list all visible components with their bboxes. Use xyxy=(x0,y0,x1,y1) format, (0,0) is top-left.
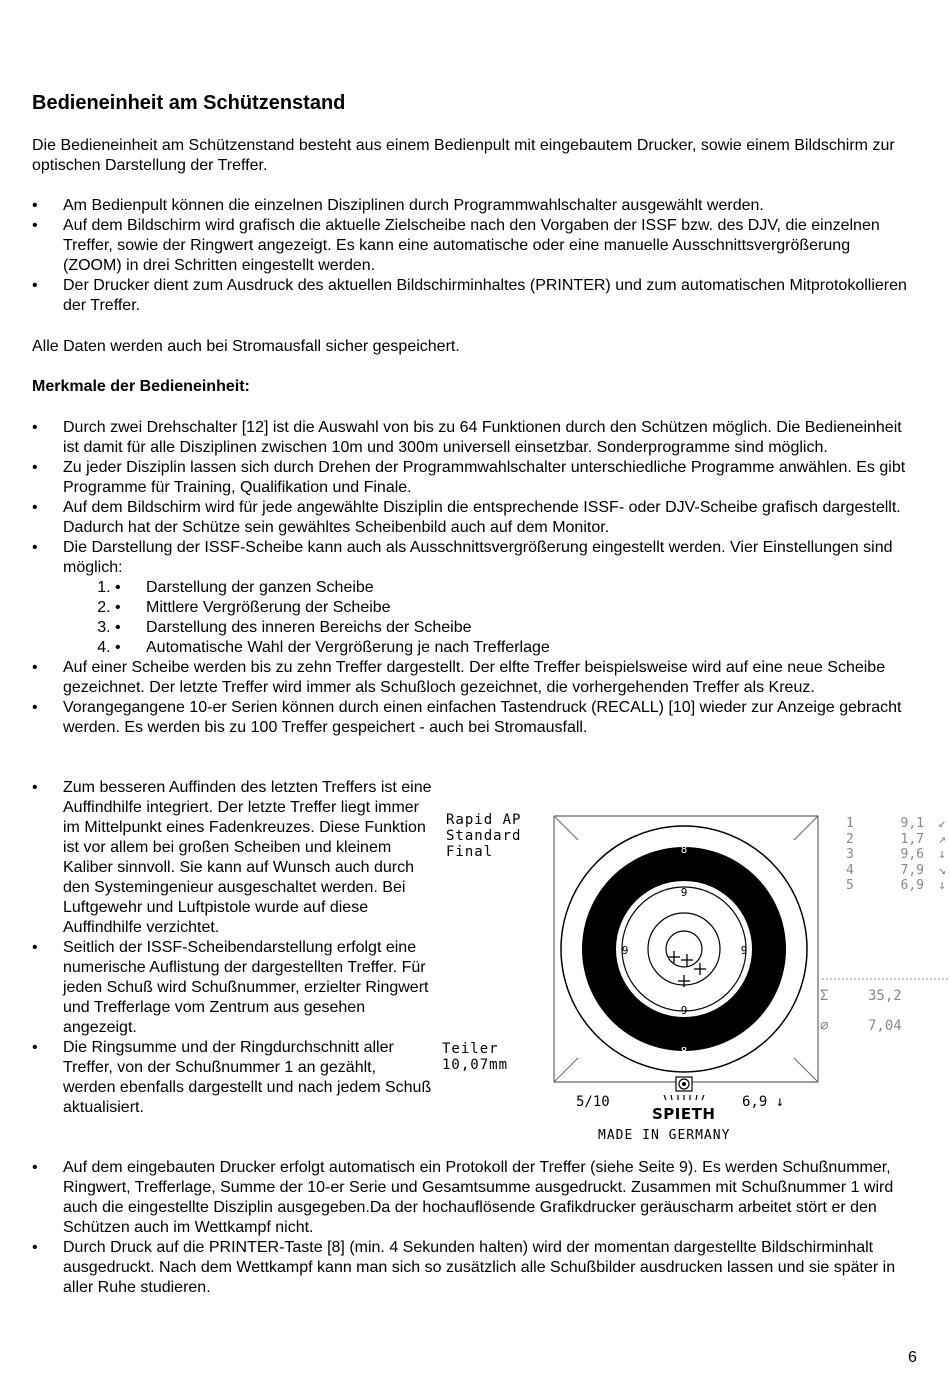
list-item: • Auf einer Scheibe werden bis zu zehn Treffer dargestellt. Der elfte Treffer beispielsweise wird auf eine neue Scheibe gezeichnet. Der letzte Treffer wird immer als Schußloch gezeichnet, die vorhergehenden Treffer als Kreuz. xyxy=(32,658,912,698)
shot-list xyxy=(846,816,946,894)
teiler-label: Teiler xyxy=(442,1041,499,1057)
features-heading: Merkmale der Bedieneinheit: xyxy=(32,378,250,395)
list-item: • Auf dem Bildschirm wird für jede angewählte Disziplin die entsprechende ISSF- oder DJV-Scheibe grafisch dargestellt. Dadurch hat der Schütze sein gewähltes Scheibenbild auch auf dem Monitor. xyxy=(32,498,912,538)
list-item: • Am Bedienpult können die einzelnen Disziplinen durch Programmwahlschalter ausgewählt werden. xyxy=(32,196,912,216)
page-heading: Bedieneinheit am Schützenstand xyxy=(32,92,346,114)
zoom-option: • 2. Mittlere Vergrößerung der Scheibe xyxy=(115,598,912,618)
list-item: • Die Ringsumme und der Ringdurchschnitt aller Treffer, von der Schußnummer 1 an gezählt, werden ebenfalls dargestellt und nach jedem Schuß aktualisiert. xyxy=(32,1038,432,1118)
zoom-option: • 1. Darstellung der ganzen Scheibe xyxy=(115,578,912,598)
list-item xyxy=(32,538,912,658)
target-screen-image xyxy=(438,804,950,1149)
side-features-list xyxy=(32,778,432,1118)
list-item: • Zu jeder Disziplin lassen sich durch Drehen der Programmwahlschalter unterschiedliche Programme anwählen. Es gibt Programme für Training, Qualifikation und Finale. xyxy=(32,458,912,498)
teiler-value: 10,07mm xyxy=(442,1057,509,1073)
ring-9-white xyxy=(616,881,752,1017)
list-item: • Auf dem Bildschirm wird grafisch die aktuelle Zielscheibe nach den Vorgaben der ISSF bzw. des DJV, die einzelnen Treffer, sowie der Ringwert angezeigt. Es kann eine automatische oder eine manuelle Ausschnittsvergrößerung (ZOOM) in drei Schritten eingestellt werden. xyxy=(32,216,912,276)
list-item: • Auf dem eingebauten Drucker erfolgt automatisch ein Protokoll der Treffer (siehe Seite 9). Es werden Schußnummer, Ringwert, Trefferlage, Summe der 10-er Serie und Gesamtsumme ausgedruckt. Zusammen mit Schußnummer 1 wird auch die eingestellte Disziplin ausgegeben.Da der hochauflösende Grafikdrucker geräuscharm arbeitet stört er den Schützen auch im Wettkampf nicht. xyxy=(32,1158,912,1238)
shot-row: 1 9,1 ↙ xyxy=(846,816,946,831)
avg-value: 7,04 xyxy=(868,1018,902,1034)
list-item-text: Die Darstellung der ISSF-Scheibe kann auch als Ausschnittsvergrößerung eingestellt werden. Vier Einstellungen sind möglich: xyxy=(63,539,893,576)
sum-symbol: Σ xyxy=(820,988,829,1004)
ring-number: 9 xyxy=(680,886,688,899)
list-item: • Der Drucker dient zum Ausdruck des aktuellen Bildschirminhaltes (PRINTER) und zum automatischen Mitprotokollieren der Treffer. xyxy=(32,276,912,316)
data-safe-paragraph: Alle Daten werden auch bei Stromausfall sicher gespeichert. xyxy=(32,338,460,355)
brand-name: SPIETH xyxy=(652,1105,716,1123)
list-item: • Durch Druck auf die PRINTER-Taste [8] (min. 4 Sekunden halten) wird der momentan dargestellte Bildschirminhalt ausgedruckt. Nach dem Wettkampf kann man sich so zusätzlich alle Schußbilder ausdrucken lassen und sie später in aller Ruhe studieren. xyxy=(32,1238,912,1298)
shot-row: 5 6,9 ↓ xyxy=(846,878,946,893)
list-item: • Seitlich der ISSF-Scheibendarstellung erfolgt eine numerische Auflistung der dargestellten Treffer. Für jeden Schuß wird Schußnummer, erzielter Ringwert und Trefferlage vom Zentrum aus gesehen angezeigt. xyxy=(32,938,432,1038)
discipline-title: Rapid AP Standard Final xyxy=(446,812,522,860)
printer-features-list xyxy=(32,1158,912,1298)
ring-number: 9 xyxy=(621,944,629,957)
ring-number: 8 xyxy=(680,843,688,856)
last-shot-value: 6,9 ↓ xyxy=(742,1094,785,1110)
shot-counter: 5/10 xyxy=(576,1094,610,1110)
intro-paragraph: Die Bedieneinheit am Schützenstand besteht aus einem Bedienpult mit eingebautem Drucker, sowie einem Bildschirm zur optischen Darstellung der Treffer. xyxy=(32,137,895,174)
list-item: • Durch zwei Drehschalter [12] ist die Auswahl von bis zu 64 Funktionen durch den Schützen möglich. Die Bedieneinheit ist damit für alle Disziplinen zwischen 10m und 300m universell einsetzbar. Sonderprogramme sind möglich. xyxy=(32,418,912,458)
list-item: • Vorangegangene 10-er Serien können durch einen einfachen Tastendruck (RECALL) [10] wieder zur Anzeige gebracht werden. Es werden bis zu 100 Treffer gespeichert - auch bei Stromausfall. xyxy=(32,698,912,738)
features-list xyxy=(32,418,912,738)
ring-number: 9 xyxy=(680,1004,688,1017)
list-item: • Zum besseren Auffinden des letzten Treffers ist eine Auffindhilfe integriert. Der letzte Treffer liegt immer im Mittelpunkt eines Fadenkreuzes. Diese Funktion ist vor allem bei großen Scheiben und kleinem Kaliber sinnvoll. Sie kann auf Wunsch auch durch den Systemingenieur ausgeschaltet werden. Bei Luftgewehr und Luftpistole wurde auf diese Auffindhilfe verzichtet. xyxy=(32,778,432,938)
zoom-options-list xyxy=(63,578,912,658)
ring-number: 9 xyxy=(740,944,748,957)
made-in-label: MADE IN GERMANY xyxy=(598,1128,731,1143)
shot-row: 2 1,7 ↗ xyxy=(846,831,946,847)
sum-value: 35,2 xyxy=(868,988,902,1004)
page-number: 6 xyxy=(908,1349,917,1366)
ring-number: 8 xyxy=(680,1045,688,1058)
zoom-option: • 4. Automatische Wahl der Vergrößerung je nach Trefferlage xyxy=(115,638,912,658)
avg-symbol: ⌀ xyxy=(820,1018,829,1034)
shot-row: 3 9,6 ↓ xyxy=(846,847,946,862)
shot-row: 4 7,9 ↘ xyxy=(846,862,946,878)
overview-list xyxy=(32,196,912,316)
logo-rays-icon xyxy=(664,1095,704,1100)
zoom-option: • 3. Darstellung des inneren Bereichs der Scheibe xyxy=(115,618,912,638)
